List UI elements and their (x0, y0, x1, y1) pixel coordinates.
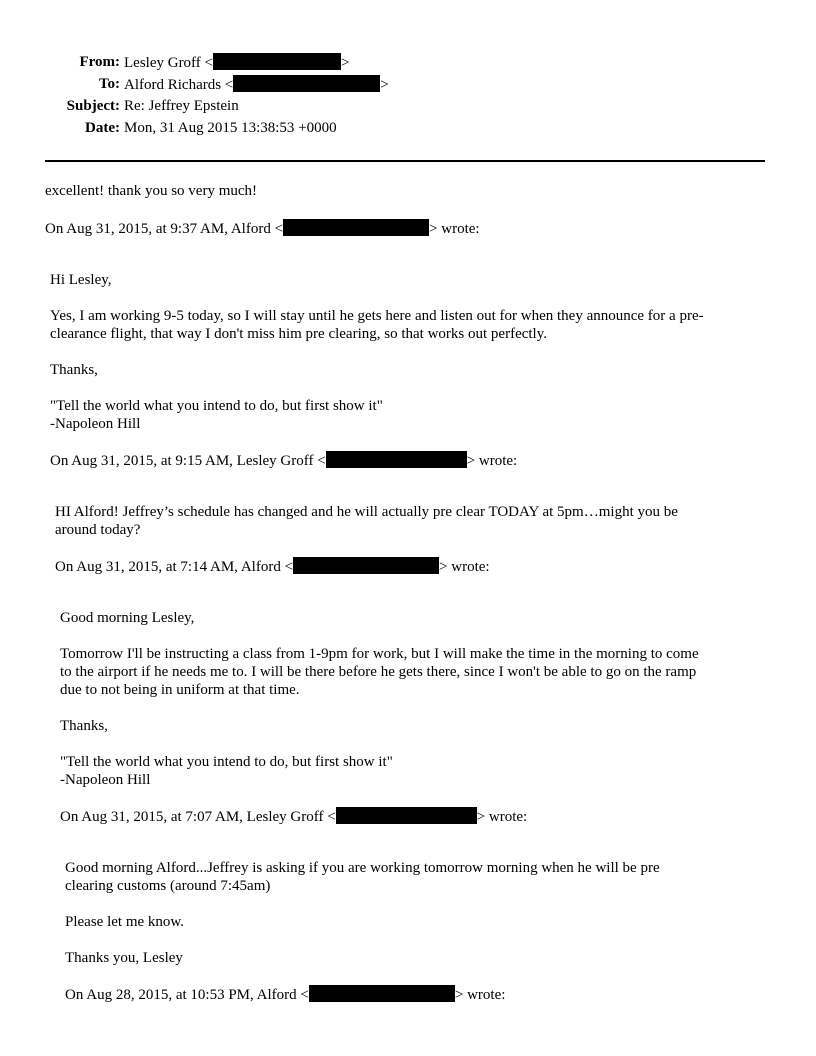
m3-thanks: Thanks, (60, 718, 108, 734)
m2-line2: around today? (55, 522, 141, 538)
m4-signoff: Thanks you, Lesley (65, 950, 183, 966)
m3-author: -Napoleon Hill (60, 772, 151, 788)
from-label: From: (79, 54, 120, 70)
m3-greeting: Good morning Lesley, (60, 610, 195, 626)
redaction-box (309, 985, 455, 1002)
m4-please: Please let me know. (65, 914, 184, 930)
redaction-box (213, 53, 341, 70)
m1-line2: clearance flight, that way I don't miss him pre clearing, so that works out perfectly. (50, 326, 547, 342)
from-name: Lesley Groff < (124, 55, 213, 71)
m4-line1: Good morning Alford...Jeffrey is asking if you are working tomorrow morning when he will be pre (65, 860, 660, 876)
redaction-box (283, 219, 429, 236)
quote-header-5: On Aug 28, 2015, at 10:53 PM, Alford < > wrote: (65, 987, 506, 1003)
m2-line1: HI Alford! Jeffrey’s schedule has changed and he will actually pre clear TODAY at 5pm…might you be (55, 504, 678, 520)
quote-header-1: On Aug 31, 2015, at 9:37 AM, Alford < > wrote: (45, 221, 480, 237)
quote-header-3: On Aug 31, 2015, at 7:14 AM, Alford < > wrote: (55, 559, 490, 575)
subject-label: Subject: (66, 98, 120, 114)
m3-quote: "Tell the world what you intend to do, but first show it" (60, 754, 393, 770)
m1-greeting: Hi Lesley, (50, 272, 112, 288)
date-label: Date: (85, 120, 120, 136)
m1-quote: "Tell the world what you intend to do, but first show it" (50, 398, 383, 414)
m3-line2: to the airport if he needs me to. I will be there before he gets there, since I won't be able to go on the ramp (60, 664, 697, 680)
m4-line2: clearing customs (around 7:45am) (65, 878, 271, 894)
header-divider (45, 160, 765, 162)
redaction-box (293, 557, 439, 574)
subject-value: Re: Jeffrey Epstein (124, 98, 239, 114)
reply-text: excellent! thank you so very much! (45, 183, 258, 199)
m3-line1: Tomorrow I'll be instructing a class from 1-9pm for work, but I will make the time in the morning to come (60, 646, 699, 662)
m1-line1: Yes, I am working 9-5 today, so I will stay until he gets here and listen out for when they announce for a pre- (50, 308, 704, 324)
quote-header-2: On Aug 31, 2015, at 9:15 AM, Lesley Groff < > wrote: (50, 453, 518, 469)
to-label: To: (98, 76, 120, 92)
m3-line3: due to not being in uniform at that time. (60, 682, 300, 698)
quote-header-4: On Aug 31, 2015, at 7:07 AM, Lesley Groff < > wrote: (60, 809, 528, 825)
redaction-box (233, 75, 380, 92)
date-value: Mon, 31 Aug 2015 13:38:53 +0000 (124, 120, 337, 136)
to-name: Alford Richards < (124, 77, 234, 93)
redaction-box (336, 807, 477, 824)
m1-author: -Napoleon Hill (50, 416, 141, 432)
redaction-box (326, 451, 467, 468)
m1-thanks: Thanks, (50, 362, 98, 378)
